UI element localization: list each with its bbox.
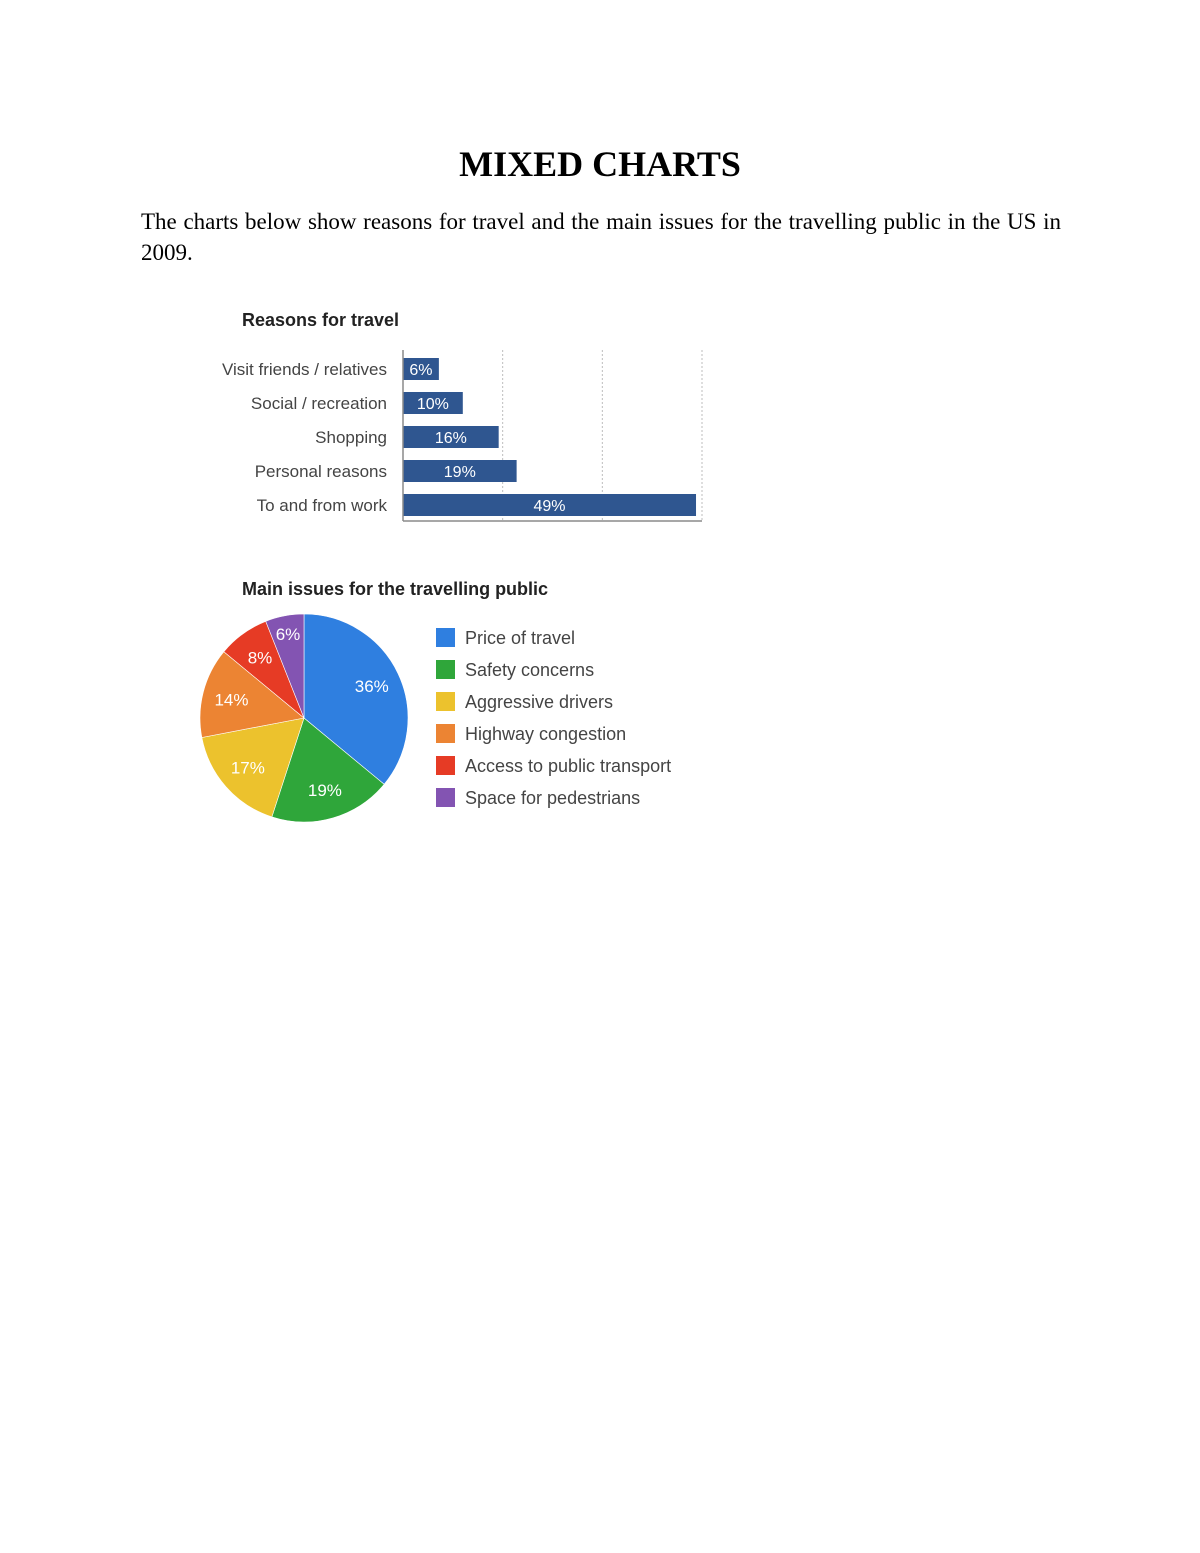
legend-swatch — [436, 756, 455, 775]
bar-chart-title: Reasons for travel — [242, 310, 400, 330]
bar-data-label: 6% — [409, 362, 433, 379]
pie-data-label: 36% — [354, 677, 389, 697]
pie-data-label: 19% — [307, 780, 342, 800]
legend-swatch — [436, 628, 455, 647]
bar-data-label: 10% — [416, 396, 449, 413]
reasons-bar-chart — [180, 300, 740, 540]
legend-label-aggressive-drivers: Aggressive drivers — [465, 692, 614, 712]
legend-label-highway-congestion: Highway congestion — [465, 724, 627, 744]
pie-data-label: 8% — [247, 648, 273, 668]
legend-swatch — [436, 660, 455, 679]
issues-pie-chart — [180, 570, 740, 840]
bar-data-label: 19% — [443, 464, 476, 481]
bar-category-label: Social / recreation — [250, 394, 387, 413]
bar-category-label: Shopping — [315, 428, 387, 447]
document-description: The charts below show reasons for travel and the main issues for the travelling public in the US in 2009. — [141, 209, 1061, 265]
pie-data-label: 6% — [275, 625, 301, 645]
bar-category-label: Personal reasons — [254, 462, 387, 481]
bar-category-label: To and from work — [256, 496, 387, 515]
pie-data-label: 14% — [214, 690, 249, 710]
legend-swatch — [436, 788, 455, 807]
legend-label-space-for-pedestrians: Space for pedestrians — [465, 788, 641, 808]
pie-data-label: 17% — [230, 758, 265, 778]
legend-label-price-of-travel: Price of travel — [465, 628, 576, 648]
bar-data-label: 16% — [434, 430, 467, 447]
legend-label-safety-concerns: Safety concerns — [465, 660, 595, 680]
legend-swatch — [436, 724, 455, 743]
bar-category-label: Visit friends / relatives — [221, 360, 387, 379]
legend-label-access-to-public-transport: Access to public transport — [465, 756, 672, 776]
legend-swatch — [436, 692, 455, 711]
bar-data-label: 49% — [533, 498, 566, 515]
pie-chart-title: Main issues for the travelling public — [242, 579, 549, 599]
document-title: MIXED CHARTS — [459, 144, 741, 184]
